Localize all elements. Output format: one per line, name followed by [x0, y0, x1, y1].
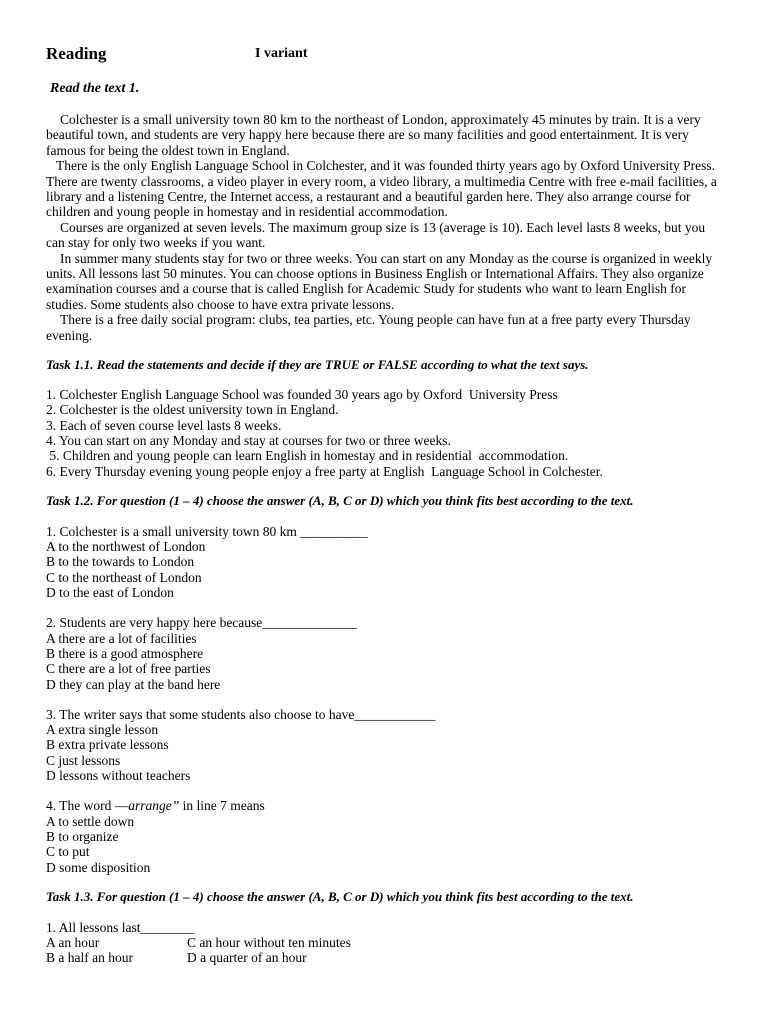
question-4 — [46, 798, 726, 874]
stem-quoted-word: ―arrange” — [114, 798, 180, 814]
worksheet-page — [46, 44, 726, 966]
question-stem: 1. All lessons last________ — [46, 919, 195, 935]
option: D lessons without teachers — [46, 768, 191, 784]
option: B extra private lessons — [46, 737, 169, 753]
paragraph-2: There is the only English Language School in Colchester, and it was founded thirty years ago by Oxford University Press. There are twenty classrooms, a video player in every room, a video library, a multimedia Centre with free e-mail facilities, a library and a listening Centre, the Internet access, a restaurant and a beautiful garden here. They also arrange course for children and young people in homestay and in residential accommodation. — [46, 158, 717, 220]
question-1 — [46, 524, 726, 600]
statement: 2. Colchester is the oldest university town in England. — [46, 402, 339, 418]
stem-start: 4. The word — [46, 798, 115, 814]
paragraph-5: There is a free daily social program: clubs, tea parties, etc. Young people can have fun at a free party every Thursday evening. — [46, 312, 691, 343]
option-row — [46, 935, 726, 950]
option: A there are a lot of facilities — [46, 630, 197, 646]
option: D a quarter of an hour — [187, 950, 307, 966]
statement: 3. Each of seven course level lasts 8 weeks. — [46, 417, 282, 433]
option: A extra single lesson — [46, 722, 159, 738]
option-row — [46, 950, 726, 965]
statement: 1. Colchester English Language School was founded 30 years ago by Oxford University Press — [46, 387, 558, 403]
variant-label: I variant — [255, 46, 308, 61]
option: B to the towards to London — [46, 554, 195, 570]
paragraph-3: Courses are organized at seven levels. The maximum group size is 13 (average is 10). Each level lasts 8 weeks, but you can stay for only two weeks if you want. — [46, 219, 706, 251]
text-instruction: Read the text 1. — [50, 81, 140, 96]
option: B to organize — [46, 828, 119, 844]
statement: 6. Every Thursday evening young people enjoy a free party at English Language School in Colchester. — [46, 463, 603, 479]
paragraph-1: Colchester is a small university town 80 km to the northeast of London, approximately 45 minutes by train. It is a very beautiful town, and students are very happy here because there are so many facilities and good entertainment. It is very famous for being the oldest town in England. — [46, 112, 701, 158]
question-stem: 3. The writer says that some students also choose to have____________ — [46, 706, 436, 722]
option: C just lessons — [46, 752, 121, 768]
option: A to settle down — [46, 813, 135, 829]
task-1-1-statements — [46, 387, 726, 479]
question-stem: 2. Students are very happy here because______________ — [46, 615, 357, 631]
paragraph-4: In summer many students stay for two or three weeks. You can start on any Monday as the course is organized in weekly units. All lessons last 50 minutes. You can choose options in Business English or International Affairs. They also organize examination courses and a course that is called English for Academic Study for students who want to learn English for studies. Some students also choose to have extra private lessons. — [46, 250, 713, 312]
option: A an hour — [46, 935, 100, 951]
question-3 — [46, 707, 726, 783]
question-2 — [46, 615, 726, 691]
option: C to the northeast of London — [46, 569, 202, 585]
task-1-3-title: Task 1.3. For question (1 – 4) choose the answer (A, B, C or D) which you think fits best according to the text. — [46, 888, 634, 904]
task-1-3-question-1 — [46, 920, 726, 966]
task-1-1-title: Task 1.1. Read the statements and decide if they are TRUE or FALSE according to what the text says. — [46, 357, 589, 373]
option: D they can play at the band here — [46, 676, 221, 692]
statement: 4. You can start on any Monday and stay at courses for two or three weeks. — [46, 432, 451, 448]
option: B a half an hour — [46, 950, 133, 966]
page-title: Reading — [46, 44, 107, 63]
option: A to the northwest of London — [46, 539, 206, 555]
question-stem — [46, 798, 726, 813]
option: C there are a lot of free parties — [46, 661, 211, 677]
task-1-2-title: Task 1.2. For question (1 – 4) choose the answer (A, B, C or D) which you think fits best according to the text. — [46, 492, 634, 508]
option: D some disposition — [46, 859, 151, 875]
statement: 5. Children and young people can learn English in homestay and in residential accommodation. — [46, 448, 569, 464]
option: C to put — [46, 844, 90, 860]
stem-end: in line 7 means — [179, 798, 265, 814]
option: B there is a good atmosphere — [46, 645, 204, 661]
option: C an hour without ten minutes — [187, 935, 351, 951]
question-stem: 1. Colchester is a small university town 80 km __________ — [46, 523, 368, 539]
option: D to the east of London — [46, 585, 174, 601]
reading-text — [46, 112, 726, 343]
header — [46, 44, 726, 66]
